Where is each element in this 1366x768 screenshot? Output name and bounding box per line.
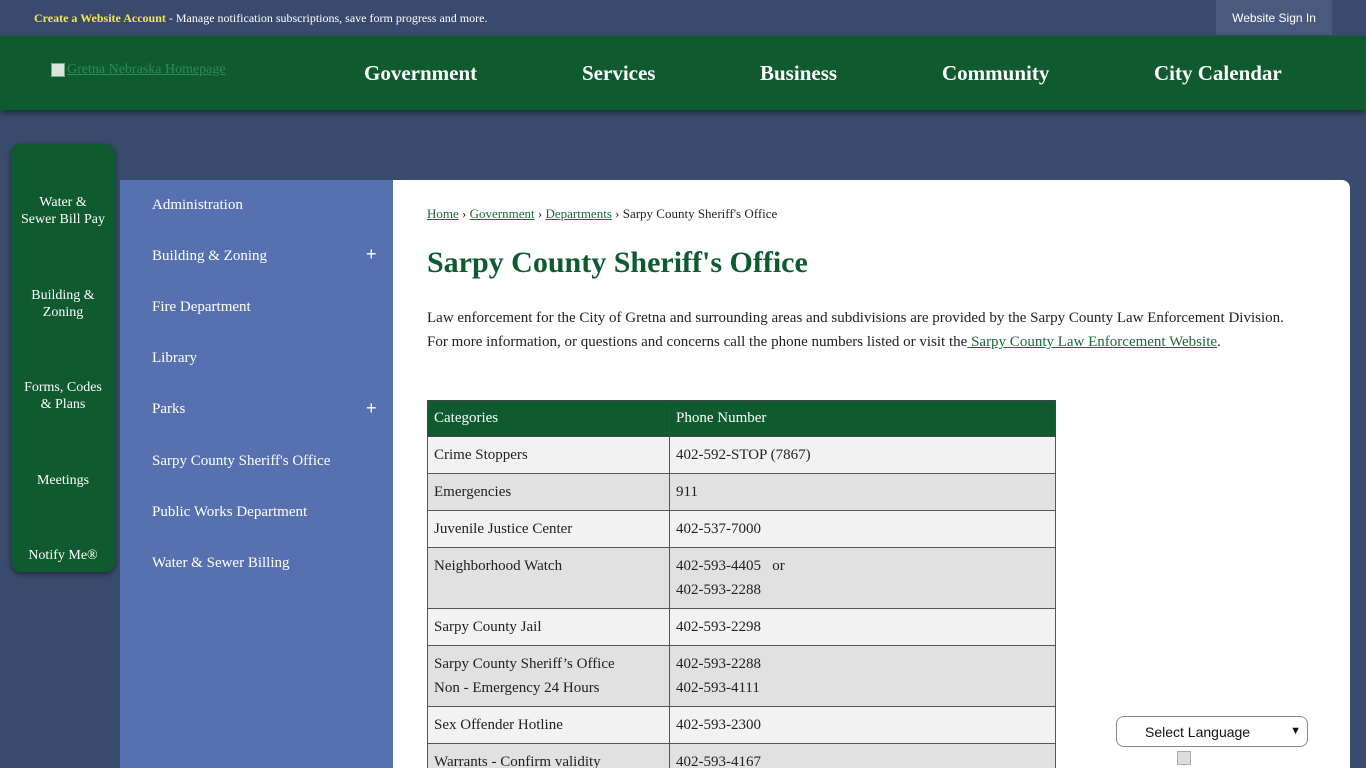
quick-link-notify-me[interactable]: Notify Me® xyxy=(28,548,98,563)
quick-link-line: Water & xyxy=(39,195,87,210)
sidenav-item-administration[interactable]: Administration xyxy=(152,197,243,213)
category-text: Juvenile Justice Center xyxy=(434,521,573,537)
nav-city-calendar[interactable]: City Calendar xyxy=(1154,60,1282,85)
phone-cell xyxy=(670,609,1056,646)
broken-image-icon xyxy=(1177,751,1191,765)
nav-government[interactable]: Government xyxy=(364,60,478,85)
breadcrumb-departments[interactable]: Departments xyxy=(545,206,612,221)
table-row xyxy=(428,511,1056,548)
quick-link-line: Building & xyxy=(31,288,95,303)
category-cell xyxy=(428,437,670,474)
quick-link-building-zoning[interactable] xyxy=(11,287,115,321)
expand-building-zoning-icon[interactable]: + xyxy=(366,244,377,264)
column-header-categories: Categories xyxy=(428,401,670,437)
quick-link-line: Zoning xyxy=(42,305,84,320)
quick-link-line: Forms, Codes xyxy=(24,380,102,395)
table-row xyxy=(428,744,1056,768)
sidenav-item-library[interactable]: Library xyxy=(152,350,197,366)
breadcrumb xyxy=(427,206,777,222)
language-select-value: Select Language xyxy=(1145,723,1251,740)
phone-cell xyxy=(670,707,1056,744)
logo-alt-text: Gretna Nebraska Homepage xyxy=(67,62,226,77)
phone-cell xyxy=(670,548,1056,609)
sidenav-item-building-zoning[interactable]: Building & Zoning xyxy=(152,248,268,264)
intro-text: Law enforcement for the City of Gretna and surrounding areas and subdivisions are provided by the Sarpy County Law Enforcement Division. For more information, or questions and concerns call the phone numbers listed or visit the xyxy=(427,310,1284,350)
phone-text-secondary: 402-593-2288 xyxy=(676,582,761,598)
breadcrumb-home[interactable]: Home xyxy=(427,206,459,221)
intro-paragraph xyxy=(427,306,1287,354)
phone-text: 402-593-4167 xyxy=(676,754,761,768)
google-translate-alt: Google Translate xyxy=(1194,750,1294,765)
breadcrumb-current: Sarpy County Sheriff's Office xyxy=(622,206,778,221)
table-row xyxy=(428,437,1056,474)
translate-link[interactable]: Translate xyxy=(1296,750,1350,765)
breadcrumb-separator: › xyxy=(462,206,467,221)
language-select[interactable] xyxy=(1116,716,1308,747)
category-text: Neighborhood Watch xyxy=(434,558,563,574)
intro-end: . xyxy=(1217,334,1221,350)
category-text: Crime Stoppers xyxy=(434,447,528,463)
table-row xyxy=(428,609,1056,646)
table-row xyxy=(428,646,1056,707)
table-row xyxy=(428,707,1056,744)
sidenav-item-sarpy-county-sheriffs-office[interactable]: Sarpy County Sheriff's Office xyxy=(152,453,331,469)
quick-link-forms-codes-plans[interactable] xyxy=(11,379,115,413)
table-header-row xyxy=(428,401,1056,437)
quick-link-meetings[interactable]: Meetings xyxy=(36,473,90,488)
sidenav-item-fire-department[interactable]: Fire Department xyxy=(152,299,251,315)
column-header-phone-number: Phone Number xyxy=(670,401,1056,437)
phone-cell xyxy=(670,437,1056,474)
category-cell xyxy=(428,646,670,707)
account-notice-text: - Manage notification subscriptions, save form progress and more. xyxy=(165,11,488,25)
table-row xyxy=(428,548,1056,609)
expand-parks-icon[interactable]: + xyxy=(366,398,377,418)
phone-cell xyxy=(670,744,1056,768)
home-logo-link[interactable] xyxy=(51,62,226,78)
nav-community[interactable]: Community xyxy=(942,60,1050,85)
quick-links-panel xyxy=(11,144,115,572)
phone-cell xyxy=(670,474,1056,511)
quick-link-water-sewer-bill-pay[interactable] xyxy=(11,194,115,228)
category-cell xyxy=(428,744,670,768)
phone-text: 402-593-2288 xyxy=(676,656,761,672)
department-sidenav xyxy=(120,180,393,768)
chevron-down-icon: ▼ xyxy=(1290,725,1301,737)
phone-text: 402-592-STOP (7867) xyxy=(676,447,811,463)
broken-image-icon xyxy=(51,63,65,77)
phone-text: 402-537-7000 xyxy=(676,521,761,537)
category-cell xyxy=(428,548,670,609)
breadcrumb-separator: › xyxy=(537,206,543,221)
category-cell xyxy=(428,707,670,744)
category-text: Sarpy County Jail xyxy=(434,619,542,635)
breadcrumb-separator: › xyxy=(615,206,620,221)
quick-link-line: & Plans xyxy=(40,397,86,412)
google-translate-attribution xyxy=(1177,750,1350,765)
phone-cell xyxy=(670,511,1056,548)
table-row xyxy=(428,474,1056,511)
phone-cell xyxy=(670,646,1056,707)
sidenav-item-water-sewer-billing[interactable]: Water & Sewer Billing xyxy=(152,555,290,571)
nav-business[interactable]: Business xyxy=(760,60,838,85)
nav-services[interactable]: Services xyxy=(582,60,656,85)
phone-text: 402-593-2298 xyxy=(676,619,761,635)
create-account-link[interactable]: Create a Website Account xyxy=(34,11,166,25)
website-sign-in-button[interactable]: Website Sign In xyxy=(1216,0,1332,35)
phone-text: 911 xyxy=(676,484,698,500)
main-content xyxy=(393,180,1350,768)
category-cell xyxy=(428,511,670,548)
category-cell xyxy=(428,609,670,646)
category-cell xyxy=(428,474,670,511)
sarpy-county-website-link[interactable]: Sarpy County Law Enforcement Website xyxy=(967,334,1218,350)
quick-link-line: Sewer Bill Pay xyxy=(21,212,105,227)
category-text: Sarpy County Sheriff’s Office xyxy=(434,656,615,672)
phone-text: 402-593-2300 xyxy=(676,717,761,733)
account-notice xyxy=(34,11,487,26)
phone-numbers-table xyxy=(427,400,1056,768)
sidenav-item-public-works-department[interactable]: Public Works Department xyxy=(152,504,308,520)
category-text: Sex Offender Hotline xyxy=(434,717,563,733)
category-text: Emergencies xyxy=(434,484,512,500)
category-text: Warrants - Confirm validity xyxy=(434,754,601,768)
phone-text: 402-593-4405 or xyxy=(676,558,785,574)
page-title: Sarpy County Sheriff's Office xyxy=(427,246,808,279)
phone-text-secondary: 402-593-4111 xyxy=(676,680,760,696)
site-header xyxy=(0,36,1366,110)
category-text-secondary: Non - Emergency 24 Hours xyxy=(434,680,600,696)
utility-bar xyxy=(0,0,1366,36)
sidenav-item-parks[interactable]: Parks xyxy=(152,401,186,417)
breadcrumb-government[interactable]: Government xyxy=(469,206,535,221)
